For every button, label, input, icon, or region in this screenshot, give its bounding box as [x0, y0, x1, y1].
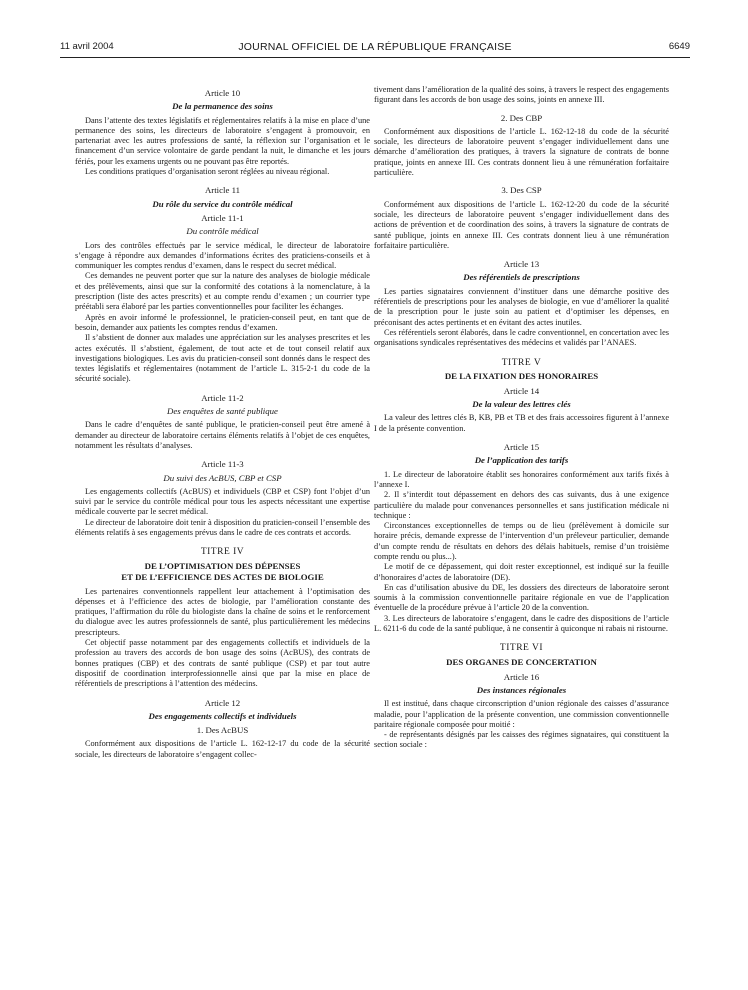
- article-heading: Article 12: [204, 697, 241, 708]
- titre-title: DE L’OPTIMISATION DES DÉPENSES: [144, 560, 301, 571]
- paragraph: Le directeur de laboratoire doit tenir à disposition du praticien-conseil l’ensemble des éléments relatifs à ses engagements prévus dans le cadre de ces contrats et accords.: [75, 517, 370, 537]
- titre-heading: TITRE IV: [200, 547, 245, 558]
- right-column: [374, 85, 669, 751]
- article-heading: Article 15: [503, 442, 540, 453]
- titre-title: ET DE L’EFFICIENCE DES ACTES DE BIOLOGIE: [121, 571, 324, 582]
- article-heading: Article 11-2: [201, 392, 244, 403]
- section-heading: 3. Des CSP: [501, 185, 542, 196]
- paragraph: Les engagements collectifs (AcBUS) et individuels (CBP et CSP) font l’objet d’un suivi par le service du contrôle médical pour tous les aspects nécessitant une expertise médicale couverte par le secret médical.: [75, 486, 370, 517]
- paragraph: Il est institué, dans chaque circonscription d’union régionale des caisses d’assurance maladie, pour l’application de la présente convention, une commission conventionnelle paritaire régionale composée pour moitié :: [374, 699, 669, 729]
- paragraph: Ces référentiels seront élaborés, dans le cadre conventionnel, en concertation avec les organisations syndicales représentatives des médecins et validés par l’ANAES.: [374, 327, 669, 348]
- paragraph: Les parties signataires conviennent d’instituer dans une démarche positive des référentiels de prescriptions pour les analyses de biologie, en vue d’améliorer la qualité de la prescription pour le juste soin au patient et d’optimiser les dépenses, en préconisant des actes pertinents et en évitant des actes inutiles.: [374, 286, 669, 327]
- paragraph: Dans l’attente des textes législatifs et réglementaires relatifs à la mise en place d’une permanence des soins, les directeurs de laboratoire s’engagent à promouvoir, en partenariat avec les autres professions de santé, la réflexion sur l’organisation et le financement d’un service volontaire de garde pendant la nuit, le dimanche et les jours fériés, pour les examens urgents ou ne pouvant pas être reportés.: [75, 115, 370, 166]
- section-heading: 1. Des AcBUS: [196, 725, 249, 736]
- paragraph: Le motif de ce dépassement, qui doit rester exceptionnel, est indiqué sur la feuille d’honoraires d’actes de laboratoire (DE).: [374, 562, 669, 582]
- article-title: Des référentiels de prescriptions: [463, 272, 580, 283]
- paragraph: La valeur des lettres clés B, KB, PB et TB et des frais accessoires figurent à l’annexe I de la présente convention.: [374, 413, 669, 433]
- paragraph: Après en avoir informé le professionnel, le praticien-conseil peut, en tant que de besoin, demander aux patients les comptes rendus d’examen.: [75, 312, 370, 332]
- paragraph: Conformément aux dispositions de l’article L. 162-12-17 du code de la sécurité sociale, les directeurs de laboratoire s’engagent collec-: [75, 739, 370, 759]
- paragraph: Il s’abstient de donner aux malades une appréciation sur les analyses prescrites et les actes exécutés. Il s’abstient, également, de tout acte et de tout conseil relatif aux investigations biologiques. Les avis du praticien-conseil sont donnés dans le respect des textes législatifs et réglementaires (notamment de l’article L. 315-2-1 du code de la sécurité sociale).: [75, 333, 370, 384]
- paragraph: Ces demandes ne peuvent porter que sur la nature des analyses de biologie médicale et des prélèvements, ainsi que sur la conformité des cotations à la nomenclature, à la prescription (liste des actes prescrits) et au compte rendu d’examen ; un courrier type préétabli sera élaboré par les parties conventionnelles pour faciliter les échanges.: [75, 271, 370, 312]
- paragraph: En cas d’utilisation abusive du DE, les dossiers des directeurs de laboratoire seront soumis à la commission conventionnelle paritaire régionale en vue de l’application éventuelle de la procédure prévue à l’article 20 de la convention.: [374, 582, 669, 613]
- paragraph: Conformément aux dispositions de l’article L. 162-12-20 du code de la sécurité sociale, les directeurs de laboratoire peuvent s’engager individuellement dans des actions de prévention et de coordination des soins, à travers la signature de contrats de santé publique, joints en annexe III. Ces contrats donnent lieu à une rémunération forfaitaire particulière.: [374, 199, 669, 250]
- paragraph: Circonstances exceptionnelles de temps ou de lieu (prélèvement à domicile sur horaire précis, demande expresse de l’intervention d’un préleveur particulier, demande d’un compte rendu de résultats en dehors des délais habituels, remise d’un troisième compte rendu ou plus...).: [374, 521, 669, 561]
- article-heading: Article 13: [503, 259, 540, 270]
- article-title: Du contrôle médical: [186, 226, 259, 237]
- paragraph: Les conditions pratiques d’organisation seront réglées au niveau régional.: [85, 167, 330, 177]
- page-number: 6649: [668, 41, 690, 52]
- article-heading: Article 10: [204, 88, 241, 98]
- paragraph: tivement dans l’amélioration de la qualité des soins, à travers le respect des engagements figurant dans les accords de bon usage des soins, joints en annexe III.: [374, 85, 669, 105]
- paragraph: 2. Il s’interdit tout dépassement en dehors des cas suivants, dus à une exigence particulière du malade pour convenances personnelles et sans justification médicale ni technique :: [374, 490, 669, 520]
- paragraph: 3. Les directeurs de laboratoire s’engagent, dans le cadre des dispositions de l’article L. 6211-6 du code de la santé publique, à ne consentir à quiconque ni rabais ni ristourne.: [374, 613, 669, 634]
- header-date: 11 avril 2004: [60, 41, 114, 52]
- article-heading: Article 11-1: [201, 212, 244, 223]
- titre-title: DE LA FIXATION DES HONORAIRES: [444, 370, 599, 381]
- journal-title: JOURNAL OFFICIEL DE LA RÉPUBLIQUE FRANÇAISE: [238, 41, 512, 53]
- article-title: Des engagements collectifs et individuels: [148, 710, 297, 721]
- paragraph: Les partenaires conventionnels rappellent leur attachement à l’optimisation des dépenses et à l’efficience des actes de biologie, par l’amélioration constante des pratiques, l’affirmation du rôle du biologiste dans la chaîne de soins et le renforcement du dialogue avec les autres professionnels de santé, plus particulièrement les médecins prescripteurs.: [75, 586, 370, 637]
- left-column: [75, 88, 370, 760]
- article-title: Des instances régionales: [476, 684, 567, 695]
- article-heading: Article 11: [204, 185, 241, 196]
- article-title: De la permanence des soins: [172, 101, 273, 112]
- titre-title: DES ORGANES DE CONCERTATION: [446, 656, 597, 667]
- paragraph: Lors des contrôles effectués par le service médical, le directeur de laboratoire s’engage à répondre aux demandes d’informations écrites des praticiens-conseils et à communiquer les comptes rendus d’examen, dans le respect du secret médical.: [75, 240, 370, 271]
- titre-heading: TITRE V: [501, 357, 542, 368]
- titre-heading: TITRE VI: [499, 643, 544, 654]
- article-title: De l’application des tarifs: [474, 455, 569, 466]
- paragraph: Cet objectif passe notamment par des engagements collectifs et individuels de la profession au travers des accords de bon usage des soins (AcBUS), des contrats de bonnes pratiques (CBP) et des contrats de santé publique (CSP) et par tout autre dispositif de coordination interprofessionnelle ainsi que par la mise en place de référentiels de prescriptions à l’attention des médecins.: [75, 638, 370, 689]
- paragraph: Dans le cadre d’enquêtes de santé publique, le praticien-conseil peut être amené à demander au directeur de laboratoire certains éléments relatifs à l’objet de ces enquêtes, notamment les résultats d’analyses.: [75, 420, 370, 450]
- paragraph: 1. Le directeur de laboratoire établit ses honoraires conformément aux tarifs fixés à l’annexe I.: [374, 469, 669, 489]
- section-heading: 2. Des CBP: [500, 112, 543, 123]
- article-title: Des enquêtes de santé publique: [167, 406, 278, 417]
- article-title: Du suivi des AcBUS, CBP et CSP: [163, 472, 282, 483]
- page-header: [60, 41, 690, 57]
- article-title: Du rôle du service du contrôle médical: [152, 198, 293, 209]
- article-heading: Article 16: [503, 671, 540, 682]
- header-rule: [60, 57, 690, 58]
- paragraph: Conformément aux dispositions de l’article L. 162-12-18 du code de la sécurité sociale, les directeurs de laboratoire peuvent s’engager individuellement dans une démarche d’amélioration des pratiques, à travers la signature de contrats de bonne pratique, joints en annexe III. Ces contrats donnent lieu à une rémunération forfaitaire particulière.: [374, 126, 669, 178]
- paragraph: - de représentants désignés par les caisses des régimes signataires, qui constituent la section sociale :: [374, 730, 669, 750]
- article-heading: Article 14: [503, 385, 540, 396]
- article-title: De la valeur des lettres clés: [472, 399, 571, 410]
- article-heading: Article 11-3: [201, 459, 244, 470]
